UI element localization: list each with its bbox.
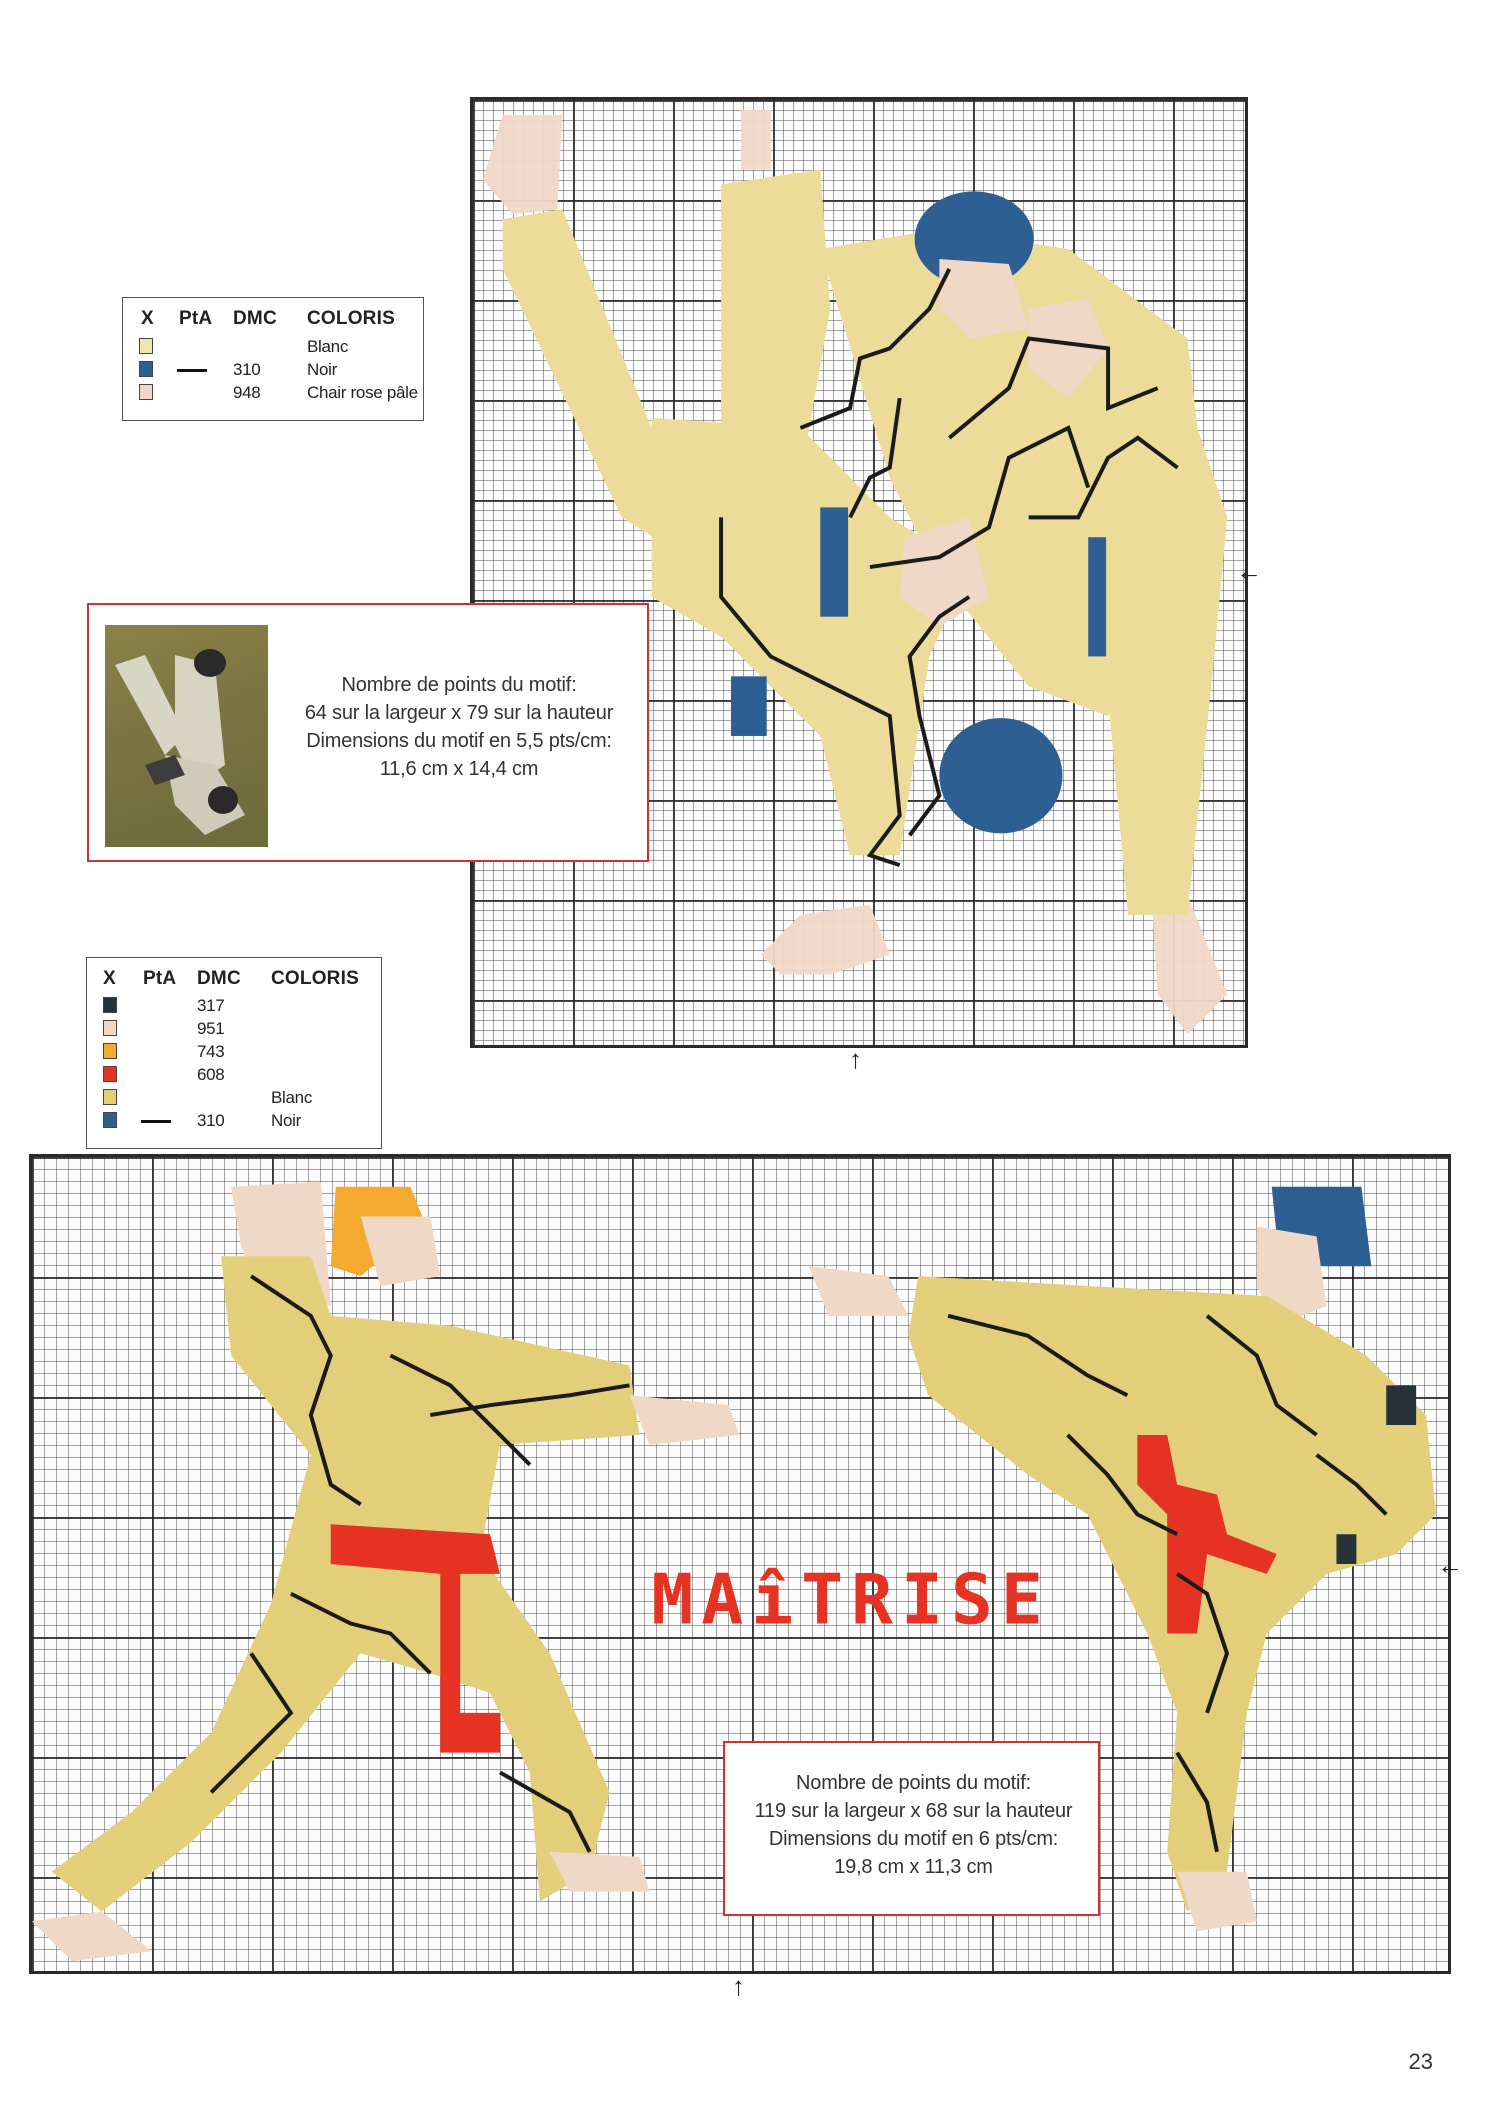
judo-photo-figures	[105, 625, 268, 847]
info2-line-4: 19,8 cm x 11,3 cm	[834, 1856, 993, 1878]
info-line-2: 64 sur la largeur x 79 sur la hauteur	[304, 702, 614, 724]
karate-left-foot	[32, 1911, 151, 1961]
judo-foot-top-left	[483, 115, 562, 214]
judo-sleeve-tip	[731, 676, 767, 736]
info-box-judo	[87, 603, 649, 862]
legend-swatch-blanc	[139, 338, 153, 354]
karate-left-fighter	[32, 1182, 739, 1961]
karate-right-shadow-1	[1386, 1385, 1416, 1425]
legend-swatch-noir	[139, 361, 153, 377]
info-line-3: Dimensions du motif en 5,5 pts/cm:	[306, 730, 612, 752]
legend2-dmc-951: 951	[197, 1019, 225, 1038]
judo-hair-bottom	[939, 718, 1062, 833]
legend2-dmc-317: 317	[197, 996, 225, 1015]
karate-title: MAîTRISE	[651, 1559, 1051, 1641]
judo-leg-right	[1088, 398, 1227, 915]
legend2-header-pta: PtA	[143, 968, 177, 989]
info2-line-1: Nombre de points du motif:	[796, 1772, 1031, 1794]
legend-header-coloris: COLORIS	[307, 308, 395, 329]
legend-coloris-noir: Noir	[307, 360, 337, 379]
info-box-karate	[723, 1741, 1100, 1916]
info-text-judo	[279, 671, 639, 783]
legend-header-dmc: DMC	[233, 308, 277, 329]
legend-karate	[86, 957, 382, 1149]
judo-belt-right	[1088, 537, 1106, 656]
center-arrow-up-karate: ↑	[732, 1971, 745, 2001]
center-arrow-right-karate: ←	[1437, 1550, 1463, 1580]
karate-left-gi	[52, 1256, 640, 1911]
judo-motif	[473, 100, 1245, 1045]
info-text-karate	[725, 1769, 1102, 1881]
karate-left-fist	[629, 1395, 739, 1445]
legend2-swatch-743	[103, 1043, 117, 1059]
judo-foot-bottom	[761, 905, 890, 975]
legend-header-x: X	[141, 308, 154, 329]
legend2-header-coloris: COLORIS	[271, 968, 359, 989]
legend-coloris-chair: Chair rose pâle	[307, 383, 418, 402]
legend2-swatch-951	[103, 1020, 117, 1036]
legend2-swatch-blanc	[103, 1089, 117, 1105]
karate-right-shadow-2	[1336, 1534, 1356, 1564]
legend2-dmc-310: 310	[197, 1111, 225, 1130]
legend-judo	[122, 297, 424, 421]
page-number: 23	[1408, 2049, 1433, 2074]
legend-backstitch-dash	[177, 369, 207, 372]
judo-belt-left	[820, 507, 848, 616]
judo-hand-top	[741, 110, 771, 170]
legend2-swatch-608	[103, 1066, 117, 1082]
legend2-coloris-noir: Noir	[271, 1111, 301, 1130]
karate-right-fist	[809, 1266, 909, 1316]
legend2-dmc-743: 743	[197, 1042, 225, 1061]
legend-coloris-blanc: Blanc	[307, 337, 349, 356]
legend2-header-x: X	[103, 968, 116, 989]
legend2-backstitch-dash	[141, 1120, 171, 1123]
judo-chart-grid	[470, 97, 1248, 1048]
legend2-coloris-blanc: Blanc	[271, 1088, 313, 1107]
judo-foot-right	[1153, 895, 1227, 1034]
legend-header-pta: PtA	[179, 308, 213, 329]
judo-photo	[105, 625, 268, 847]
center-arrow-up-judo: ↑	[849, 1044, 862, 1074]
legend2-swatch-noir	[103, 1112, 117, 1128]
legend-dmc-948: 948	[233, 383, 261, 402]
legend-dmc-310: 310	[233, 360, 261, 379]
legend2-dmc-608: 608	[197, 1065, 225, 1084]
legend-swatch-chair	[139, 384, 153, 400]
info2-line-3: Dimensions du motif en 6 pts/cm:	[768, 1828, 1059, 1850]
info-line-4: 11,6 cm x 14,4 cm	[379, 758, 539, 780]
karate-right-foot	[1177, 1872, 1257, 1932]
center-arrow-right-judo: ←	[1236, 556, 1262, 586]
info2-line-2: 119 sur la largeur x 68 sur la hauteur	[754, 1800, 1073, 1822]
karate-left-face	[361, 1217, 441, 1286]
legend2-header-dmc: DMC	[197, 968, 241, 989]
legend2-swatch-317	[103, 997, 117, 1013]
info-line-1: Nombre de points du motif:	[341, 674, 577, 696]
